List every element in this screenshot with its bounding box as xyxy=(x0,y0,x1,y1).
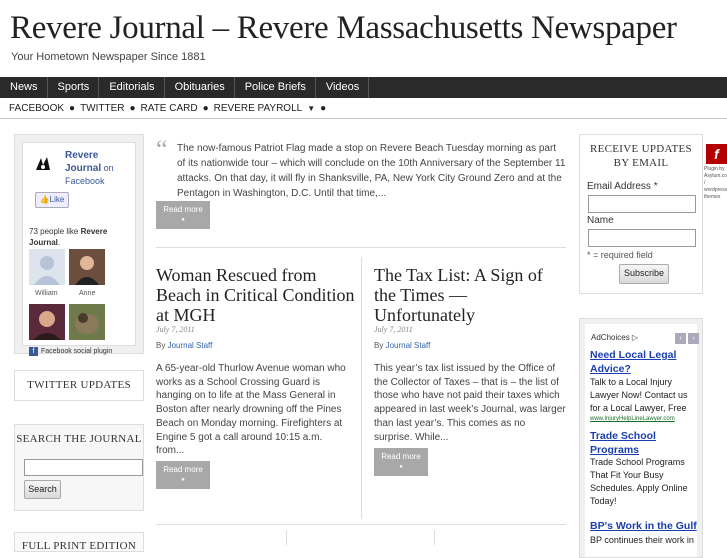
ad-title[interactable]: Trade School Programs xyxy=(590,430,656,456)
featured-read-more-button[interactable] xyxy=(156,201,210,229)
bullet-icon: ● xyxy=(129,102,136,114)
ad-pager xyxy=(675,333,699,344)
ad-text: Talk to a Local Injury Lawyer Now! Contact us for a Local Lawyer, Free xyxy=(590,377,688,413)
ad-url[interactable]: www.InjuryHelpLineLawyer.com xyxy=(590,416,675,422)
nav-item-news[interactable]: News xyxy=(0,77,48,98)
avatar[interactable] xyxy=(29,304,65,340)
post-title[interactable]: Woman Rescued from Beach in Critical Condition at MGH xyxy=(156,265,355,325)
facebook-page-name-bold[interactable]: Revere Journal xyxy=(65,150,102,174)
post-author-link[interactable]: Journal Staff xyxy=(167,341,213,350)
dot-icon: ● xyxy=(181,477,185,483)
search-button[interactable]: Search xyxy=(24,480,61,499)
column-divider xyxy=(434,530,435,545)
bullet-icon: ● xyxy=(320,102,327,114)
search-widget-title: SEARCH THE JOURNAL xyxy=(16,433,142,445)
ad-text: BP continues their work in xyxy=(590,535,694,545)
subnav-twitter[interactable]: TWITTER xyxy=(80,102,125,114)
post-byline xyxy=(374,341,430,350)
read-more-label: Read more xyxy=(163,205,203,214)
chevron-right-icon[interactable]: › xyxy=(688,333,699,344)
read-more-label: Read more xyxy=(381,452,421,461)
name-field[interactable] xyxy=(588,229,696,247)
nav-item-obituaries[interactable]: Obituaries xyxy=(165,77,235,98)
facebook-plugin-text[interactable]: Facebook social plugin xyxy=(41,348,113,355)
flash-plugin-icon[interactable]: f xyxy=(706,144,727,164)
subnav-facebook[interactable]: FACEBOOK xyxy=(9,102,65,114)
divider xyxy=(156,524,566,525)
post-read-more-button[interactable] xyxy=(374,448,428,476)
twitter-widget-title: TWITTER UPDATES xyxy=(27,379,131,391)
post-excerpt: A 65-year-old Thurlow Avenue woman who works as a School Crossing Guard is hanging on to life at the Mass General in Boston after nearly drowning off the Pines Beach on Monday morning. Firefighters at Engine 5 got a call around 10:15 a.m. from... xyxy=(156,363,346,457)
secondary-nav xyxy=(0,98,727,119)
post-date: July 7, 2011 xyxy=(374,325,413,334)
site-title[interactable]: Revere Journal – Revere Massachusetts Newspaper xyxy=(10,10,677,46)
featured-excerpt: The now-famous Patriot Flag made a stop on Revere Beach Tuesday morning as part of its nationwide tour – which will conclude on the 10th Anniversary of the September 11 attacks. On that day, it will fly in Shanksville, PA, New York City Ground Zero and at the Pentagon in Washington, D.C. Until that time,... xyxy=(177,143,566,199)
post-author-link[interactable]: Journal Staff xyxy=(385,341,431,350)
bullet-icon: ● xyxy=(202,102,209,114)
thumbs-up-icon: 👍 xyxy=(39,195,50,204)
avatar[interactable] xyxy=(29,249,65,285)
required-note: * = required field xyxy=(587,250,653,260)
facebook-icon: f xyxy=(29,347,38,356)
ad-title[interactable]: BP's Work in the Gulf xyxy=(590,520,697,532)
quote-icon: “ xyxy=(156,135,168,164)
email-field[interactable] xyxy=(588,195,696,213)
divider xyxy=(156,247,566,248)
post-title[interactable]: The Tax List: A Sign of the Times — Unfortunately xyxy=(374,265,543,325)
post-read-more-button[interactable] xyxy=(156,461,210,489)
facebook-count-end: . xyxy=(57,238,61,247)
subscribe-button[interactable]: Subscribe xyxy=(619,264,669,284)
twitter-widget xyxy=(14,370,144,401)
dot-icon: ● xyxy=(399,464,403,470)
read-more-label: Read more xyxy=(163,465,203,474)
like-button[interactable] xyxy=(35,192,69,208)
facebook-social-plugin-label[interactable] xyxy=(29,347,112,356)
ad-title[interactable]: Need Local Legal Advice? xyxy=(590,349,677,375)
nav-item-videos[interactable]: Videos xyxy=(316,77,369,98)
post-date: July 7, 2011 xyxy=(156,325,195,334)
avatar[interactable] xyxy=(69,304,105,340)
site-tagline: Your Hometown Newspaper Since 1881 xyxy=(11,51,206,63)
byline-prefix: By xyxy=(374,341,386,350)
facebook-like-count xyxy=(29,226,109,248)
chevron-left-icon[interactable]: ‹ xyxy=(675,333,686,344)
adchoices-label[interactable]: AdChoices ▷ xyxy=(591,333,639,342)
subnav-revere-payroll[interactable]: REVERE PAYROLL xyxy=(213,102,303,114)
column-divider xyxy=(361,257,362,519)
search-input[interactable] xyxy=(24,459,143,476)
flash-plugin-text[interactable]: Plugin by Asylum.co / wordpress themes xyxy=(704,166,727,200)
ad-text: Trade School Programs That Fit Your Busy Schedules. Apply Online Today! xyxy=(590,457,688,506)
facebook-widget xyxy=(14,134,144,354)
avatar[interactable] xyxy=(69,249,105,285)
avatar-name[interactable]: Anne xyxy=(79,290,96,297)
byline-prefix: By xyxy=(156,341,168,350)
like-label: Like xyxy=(49,195,65,204)
facebook-count-name[interactable]: Revere Journal xyxy=(29,227,108,247)
name-label: Name xyxy=(587,215,614,226)
post-excerpt: This year’s tax list issued by the Office of the Collector of Taxes – that is – the list of those who have not paid their taxes which appeared in last week’s Journal, was larger than last year’s. This comes as no surprise. While... xyxy=(374,363,566,443)
nav-item-sports[interactable]: Sports xyxy=(48,77,100,98)
email-label: Email Address * xyxy=(587,181,658,192)
chevron-down-icon[interactable]: ▼ xyxy=(307,103,316,113)
print-edition-widget xyxy=(14,532,144,552)
avatar-name[interactable]: William xyxy=(35,290,58,297)
subnav-rate-card[interactable]: RATE CARD xyxy=(140,102,198,114)
main-nav xyxy=(0,77,727,98)
revere-journal-logo[interactable] xyxy=(30,151,56,177)
subscribe-title: RECEIVE UPDATES BY EMAIL xyxy=(590,143,692,169)
dot-icon: ● xyxy=(181,217,185,223)
facebook-page-name[interactable] xyxy=(65,149,115,187)
bullet-icon: ● xyxy=(69,102,76,114)
facebook-count-text: 73 people like xyxy=(29,227,81,236)
nav-item-police-briefs[interactable]: Police Briefs xyxy=(235,77,316,98)
column-divider xyxy=(286,530,287,545)
nav-item-editorials[interactable]: Editorials xyxy=(99,77,164,98)
post-byline xyxy=(156,341,212,350)
facebook-page-name-rest: on Facebook xyxy=(65,163,114,186)
print-edition-title: FULL PRINT EDITION xyxy=(21,540,137,552)
